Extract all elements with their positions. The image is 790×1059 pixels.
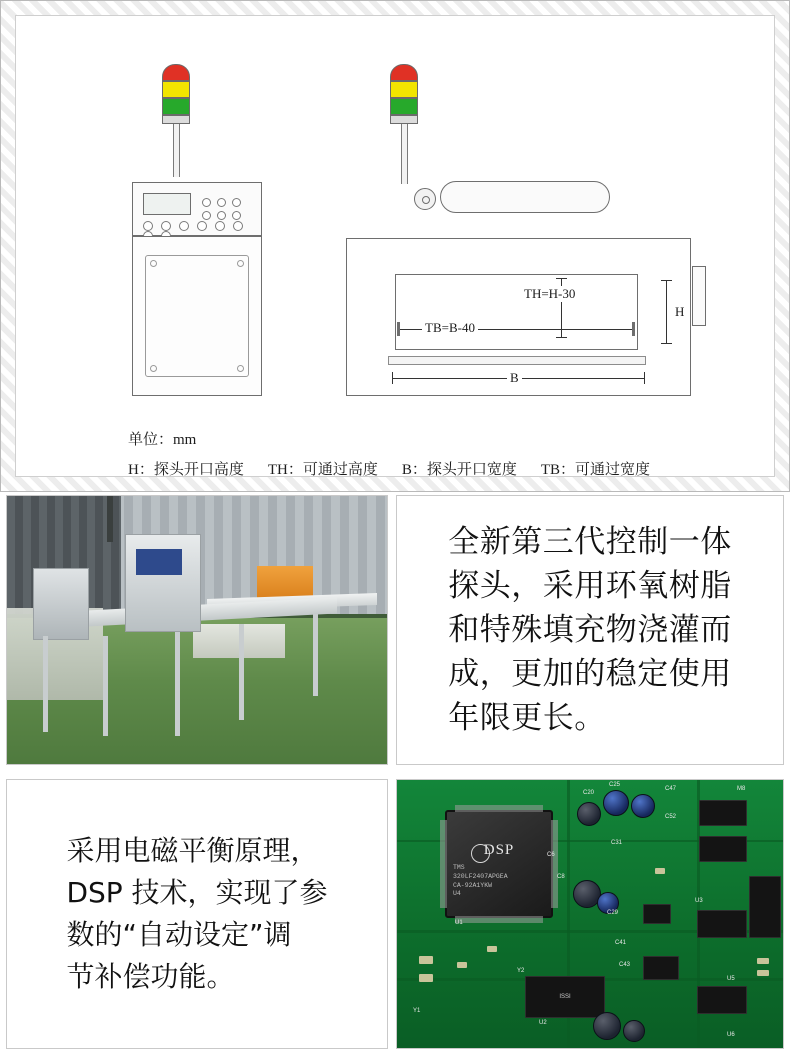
control-head-side-view: [440, 181, 610, 213]
screw-icon: [150, 260, 157, 267]
pcb-designator-c29: C29: [607, 910, 619, 916]
chip-pins-left: [440, 820, 447, 908]
sram-chip-label: ISSI: [559, 994, 571, 1000]
small-ic: [697, 986, 747, 1014]
screw-icon: [237, 365, 244, 372]
button-icon: [197, 221, 207, 231]
pcb-designator-y1: Y1: [413, 1008, 421, 1014]
dsp-marking-line: TMS: [453, 864, 465, 871]
pcb-designator-u2: U2: [539, 1020, 547, 1026]
smd-pad: [419, 956, 433, 964]
screw-icon: [237, 260, 244, 267]
knob-icon: [232, 198, 241, 207]
small-ic: [697, 910, 747, 938]
detector-access-plate: [145, 255, 249, 377]
pcb-designator-c20: C20: [583, 790, 595, 796]
pcb-designator-u6: U6: [727, 1032, 735, 1038]
button-icon: [179, 221, 189, 231]
b-dimension-label: B: [507, 370, 522, 386]
photo-leg: [43, 636, 48, 732]
connector-block: [749, 876, 781, 938]
th-tick-top: [556, 278, 567, 279]
dsp-marking-line: U4: [453, 890, 461, 898]
pcb-designator-r34: C47: [665, 786, 677, 792]
control-knob-group: [199, 196, 255, 212]
th-dimension-label: TH=H-30: [521, 286, 578, 302]
feature-text-line: 节补偿功能。: [66, 960, 235, 993]
lamp-base: [162, 115, 190, 124]
feature-text-bottom: [52, 830, 341, 998]
photo-leg: [313, 614, 318, 696]
button-icon: [233, 221, 243, 231]
chip-pins-top: [455, 805, 543, 812]
lamp-pole: [401, 124, 408, 184]
b-tick-right: [644, 372, 645, 384]
legend-item-th: TH：可通过高度: [267, 462, 378, 478]
dsp-marking-line: CA-92A1YKW: [453, 881, 493, 889]
capacitor: [593, 1012, 621, 1040]
feature-text-card-top: [396, 495, 784, 765]
knob-icon: [202, 198, 211, 207]
button-icon: [143, 221, 153, 231]
lamp-red-segment: [162, 64, 190, 81]
feature-text-card-bottom: [6, 779, 388, 1049]
h-tick-top: [661, 280, 672, 281]
dsp-chip-markings: [453, 864, 547, 899]
lamp-base: [390, 115, 418, 124]
pcb-designator-r19: C31: [611, 840, 623, 846]
pcb-designator-c8: C8: [557, 874, 565, 880]
small-ic: [699, 800, 747, 826]
middle-section: [0, 495, 790, 775]
knob-icon: [217, 198, 226, 207]
legend-item-b: B：探头开口宽度: [401, 462, 517, 478]
photo-pipe: [107, 496, 113, 542]
smd-pad: [419, 974, 433, 982]
chip-pins-bottom: [455, 916, 543, 923]
photo-detector-screen: [136, 549, 182, 575]
lamp-red-segment: [390, 64, 418, 81]
smd-pad: [487, 946, 497, 952]
capacitor: [623, 1020, 645, 1042]
control-display: [143, 193, 191, 215]
lamp-green-segment: [390, 98, 418, 115]
photo-metal-detector: [125, 534, 201, 632]
capacitor: [577, 802, 601, 826]
feature-text-line: 探头，采用环氧树脂: [448, 567, 732, 604]
feature-text-line: 和特殊填充物浇灌而: [448, 611, 732, 648]
chip-pins-right: [551, 820, 558, 908]
sram-chip: [525, 976, 605, 1018]
screw-icon: [150, 365, 157, 372]
h-dimension-line: [666, 280, 667, 344]
conveyor-belt-line: [388, 356, 646, 365]
feature-text-line: 成，更加的稳定使用: [448, 656, 732, 692]
lamp-hinge-icon: [414, 188, 436, 210]
smd-pad: [757, 970, 769, 976]
tb-cap-right: [632, 322, 635, 336]
aperture-outline: [395, 274, 638, 350]
drawing-legend: [128, 428, 768, 479]
small-ic: [699, 836, 747, 862]
button-icon: [161, 221, 171, 231]
pcb-designator-m8: M8: [737, 786, 746, 792]
smd-pad: [457, 962, 467, 968]
button-icon: [215, 221, 225, 231]
capacitor: [631, 794, 655, 818]
pcb-designator-r21: C43: [619, 962, 631, 968]
pcb-designator-r20: C41: [615, 940, 627, 946]
tb-dimension-label: TB=B-40: [422, 320, 478, 336]
lamp-yellow-segment: [390, 81, 418, 98]
pcb-designator-y2: Y2: [517, 968, 525, 974]
pcb-designator-r35: C52: [665, 814, 677, 820]
pcb-designator-u1: U1: [455, 920, 463, 926]
knob-icon: [217, 211, 226, 220]
legend-item-tb: TB：可通过宽度: [540, 462, 651, 478]
feature-text-line: DSP 技术，实现了参: [66, 876, 328, 909]
pcb-designator-c6: C6: [547, 852, 555, 858]
tower-lamp-left: [162, 64, 190, 177]
pcb-designator-u3: U3: [695, 898, 703, 904]
dsp-marking-line: 320LF2407APGEA: [453, 872, 508, 880]
small-ic: [643, 904, 671, 924]
h-tick-bottom: [661, 343, 672, 344]
feature-text-line: 年限更长。: [448, 700, 606, 737]
pcb-designator-c25: C25: [609, 782, 621, 788]
lamp-pole: [173, 124, 180, 177]
tb-cap-left: [397, 322, 400, 336]
tower-lamp-right: [390, 64, 418, 184]
dsp-chip-brand: DSP: [483, 842, 515, 858]
photo-leg: [175, 632, 180, 736]
legend-row: [128, 458, 768, 479]
photo-leg: [103, 636, 108, 736]
photo-second-detector: [33, 568, 89, 640]
control-head-front-view: [132, 182, 262, 236]
unit-label: 单位：mm: [128, 432, 197, 448]
bottom-section: [0, 779, 790, 1055]
feature-text-top: [432, 520, 748, 740]
dsp-chip: [445, 810, 553, 918]
knob-icon: [202, 211, 211, 220]
b-tick-left: [392, 372, 393, 384]
lamp-green-segment: [162, 98, 190, 115]
pcb-designator-u5: U5: [727, 976, 735, 982]
th-tick-bottom: [556, 337, 567, 338]
h-dimension-label: H: [672, 304, 687, 320]
photo-leg: [239, 624, 244, 720]
machine-photo: [6, 495, 388, 765]
feature-text-line: 全新第三代控制一体: [448, 523, 732, 560]
detector-side-terminal-box: [692, 266, 706, 326]
control-button-row: [143, 221, 255, 231]
pcb-photo: [396, 779, 784, 1049]
detector-front-panel: [132, 236, 262, 396]
legend-item-h: H：探头开口高度: [128, 462, 244, 478]
feature-text-line: 采用电磁平衡原理，: [66, 834, 319, 867]
lamp-yellow-segment: [162, 81, 190, 98]
knob-icon: [232, 211, 241, 220]
technical-drawing-panel: [0, 0, 790, 492]
smd-pad: [655, 868, 665, 874]
small-ic: [643, 956, 679, 980]
technical-drawing-canvas: [15, 15, 775, 477]
capacitor: [603, 790, 629, 816]
smd-pad: [757, 958, 769, 964]
feature-text-line: 数的“自动设定”调: [66, 918, 292, 951]
